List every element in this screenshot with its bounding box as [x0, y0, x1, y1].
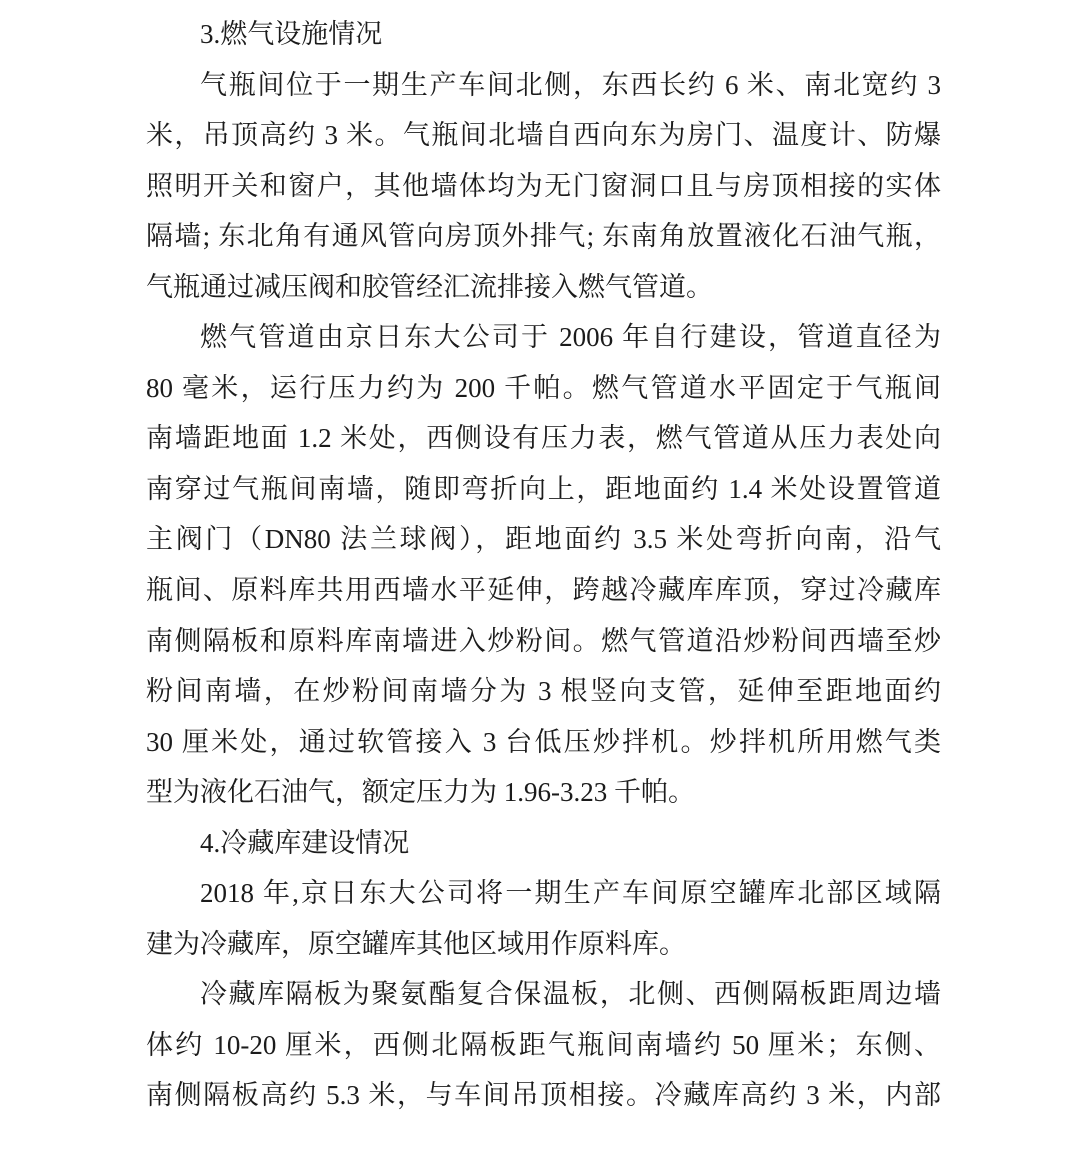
- text-line: 米，吊顶高约 3 米。气瓶间北墙自西向东为房门、温度计、防爆: [146, 120, 941, 151]
- text-line: 南侧隔板和原料库南墙进入炒粉间。燃气管道沿炒粉间西墙至炒: [146, 625, 941, 656]
- text-line: 气瓶间位于一期生产车间北侧，东西长约 6 米、南北宽约 3: [200, 69, 941, 100]
- text-line: 粉间南墙，在炒粉间南墙分为 3 根竖向支管，延伸至距地面约: [146, 676, 941, 707]
- text-line: 南穿过气瓶间南墙，随即弯折向上，距地面约 1.4 米处设置管道: [146, 473, 941, 504]
- text-line: 南墙距地面 1.2 米处，西侧设有压力表，燃气管道从压力表处向: [146, 423, 941, 454]
- section-heading-gas-facilities: 3.燃气设施情况: [200, 19, 383, 49]
- text-line: 2018 年,京日东大公司将一期生产车间原空罐库北部区域隔: [200, 878, 941, 909]
- text-line: 南侧隔板高约 5.3 米，与车间吊顶相接。冷藏库高约 3 米，内部: [146, 1080, 941, 1111]
- text-line: 型为液化石油气，额定压力为 1.96-3.23 千帕。: [146, 777, 695, 808]
- text-line: 瓶间、原料库共用西墙水平延伸，跨越冷藏库库顶，穿过冷藏库: [146, 575, 941, 606]
- text-line: 燃气管道由京日东大公司于 2006 年自行建设，管道直径为: [200, 322, 941, 353]
- text-line: 主阀门（DN80 法兰球阀），距地面约 3.5 米处弯折向南，沿气: [146, 524, 941, 555]
- text-line: 照明开关和窗户，其他墙体均为无门窗洞口且与房顶相接的实体: [146, 170, 941, 201]
- text-line: 气瓶通过减压阀和胶管经汇流排接入燃气管道。: [146, 271, 713, 302]
- text-line: 冷藏库隔板为聚氨酯复合保温板，北侧、西侧隔板距周边墙: [200, 979, 941, 1010]
- text-line: 隔墙; 东北角有通风管向房顶外排气; 东南角放置液化石油气瓶，: [146, 221, 941, 252]
- text-line: 体约 10-20 厘米，西侧北隔板距气瓶间南墙约 50 厘米；东侧、: [146, 1029, 941, 1060]
- section-heading-cold-storage: 4.冷藏库建设情况: [200, 827, 410, 858]
- text-line: 建为冷藏库，原空罐库其他区域用作原料库。: [146, 928, 686, 959]
- text-line: 80 毫米，运行压力约为 200 千帕。燃气管道水平固定于气瓶间: [146, 372, 941, 403]
- text-line: 30 厘米处，通过软管接入 3 台低压炒拌机。炒拌机所用燃气类: [146, 726, 941, 757]
